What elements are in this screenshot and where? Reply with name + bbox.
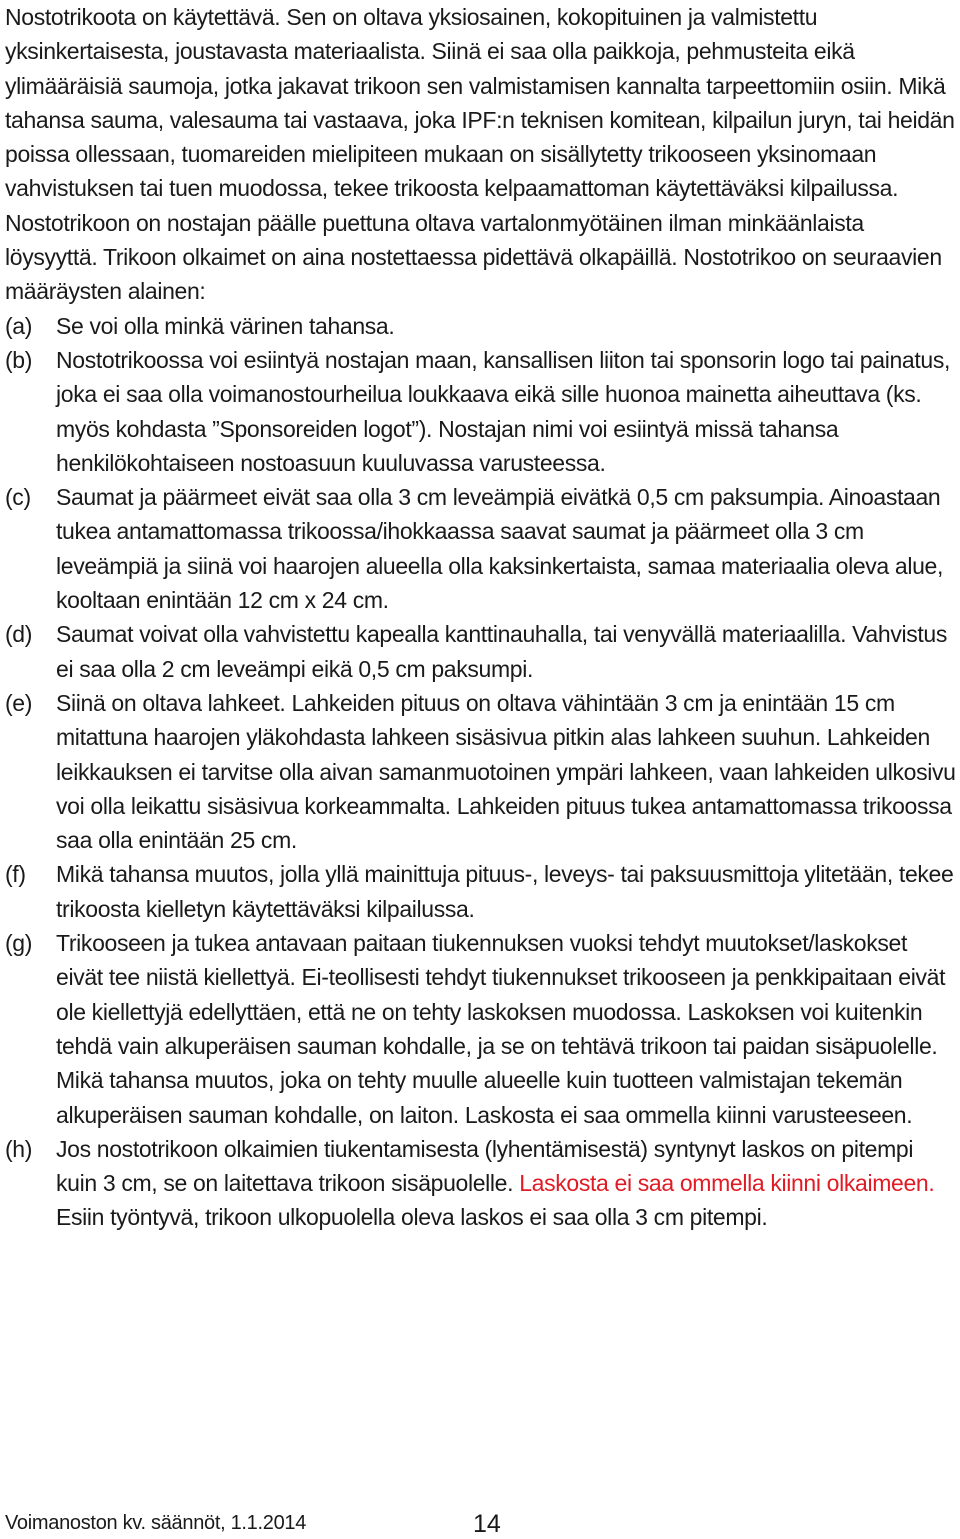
footer-document-title: Voimanoston kv. säännöt, 1.1.2014 bbox=[5, 1512, 307, 1534]
list-marker: (f) bbox=[5, 861, 26, 888]
list-item bbox=[5, 857, 957, 926]
list-marker: (d) bbox=[5, 621, 33, 648]
list-marker: (e) bbox=[5, 689, 33, 716]
list-item-text bbox=[56, 1132, 957, 1235]
item-h-text-after: Esiin työntyvä, trikoon ulkopuolella oleva laskos ei saa olla 3 cm pitempi. bbox=[56, 1204, 768, 1231]
list-item bbox=[5, 617, 957, 686]
paragraph-fit-requirements: Nostotrikoon on nostajan päälle puettuna oltava vartalonmyötäinen ilman minkäänlaista löysyyttä. Trikoon olkaimet on aina nostettaessa pidettävä olkapäillä. Nostotrikoo on seuraavien määräysten alainen: bbox=[5, 209, 942, 305]
item-h-text-before: Jos nostotrikoon olkaimien tiukentamisesta (lyhentämisestä) syntynyt laskos on pitempi kuin 3 cm, se on laitettava trikoon sisäpuolelle. bbox=[56, 1135, 914, 1197]
list-item bbox=[5, 480, 957, 617]
list-marker: (h) bbox=[5, 1135, 33, 1162]
list-marker: (g) bbox=[5, 930, 33, 957]
list-item bbox=[5, 686, 957, 857]
rules-list bbox=[5, 309, 957, 1235]
paragraph-intro: Nostotrikoota on käytettävä. Sen on oltava yksiosainen, kokopituinen ja valmistettu yksinkertaisesta, joustavasta materiaalista. Siinä ei saa olla paikkoja, pehmusteita eikä ylimääräisiä saumoja, jotka jakavat trikoon sen valmistamisen kannalta tarpeettomiin osiin. Mikä tahansa sauma, valesauma tai vastaava, joka IPF:n teknisen komitean, kilpailun juryn, tai heidän poissa ollessaan, tuomareiden mielipiteen mukaan on sisällytetty trikooseen yksinomaan vahvistuksen tai tuen muodossa, tekee trikoosta kelpaamattoman käytettäväksi kilpailussa. bbox=[5, 4, 955, 202]
list-item-text: Nostotrikoossa voi esiintyä nostajan maan, kansallisen liiton tai sponsorin logo tai painatus, joka ei saa olla voimanostourheilua loukkaava eikä sille huonoa mainetta aiheuttava (ks. myös kohdasta ”Sponsoreiden logot”). Nostajan nimi voi esiintyä missä tahansa henkilökohtaiseen nostoasuun kuuluvassa varusteessa. bbox=[56, 346, 951, 476]
list-item-text: Saumat ja päärmeet eivät saa olla 3 cm leveämpiä eivätkä 0,5 cm paksumpia. Ainoastaan tukea antamattomassa trikoossa/ihokkaassa saavat saumat ja päärmeet olla 3 cm leveämpiä ja siinä voi haarojen alueella olla kaksinkertaista, samaa materiaalia oleva alue, kooltaan enintään 12 cm x 24 cm. bbox=[56, 484, 944, 614]
page-number: 14 bbox=[473, 1510, 501, 1538]
document-body bbox=[5, 0, 957, 1235]
list-marker: (b) bbox=[5, 346, 33, 373]
list-item-text: Se voi olla minkä värinen tahansa. bbox=[56, 312, 395, 339]
list-item bbox=[5, 1132, 957, 1235]
list-item-text: Saumat voivat olla vahvistettu kapealla kanttinauhalla, tai venyvällä materiaalilla. Vahvistus ei saa olla 2 cm leveämpi eikä 0,5 cm paksumpi. bbox=[56, 621, 948, 682]
list-marker: (c) bbox=[5, 484, 31, 511]
list-item-text: Mikä tahansa muutos, jolla yllä mainittuja pituus-, leveys- tai paksuusmittoja ylitetään, tekee trikoosta kielletyn käytettäväksi kilpailussa. bbox=[56, 861, 954, 922]
list-item-text: Siinä on oltava lahkeet. Lahkeiden pituus on oltava vähintään 3 cm ja enintään 15 cm mitattuna haarojen yläkohdasta lahkeen sisäsivua pitkin alas lahkeen suuhun. Lahkeiden leikkauksen ei tarvitse olla aivan samanmuotoinen ympäri lahkeen, vaan lahkeiden ulkosivu voi olla leikattu sisäsivua korkeammalta. Lahkeiden pituus tukea antamattomassa trikoossa saa olla enintään 25 cm. bbox=[56, 689, 956, 854]
list-item bbox=[5, 309, 957, 343]
list-item bbox=[5, 343, 957, 480]
list-item-text: Trikooseen ja tukea antavaan paitaan tiukennuksen vuoksi tehdyt muutokset/laskokset eivät tee niistä kiellettyä. Ei-teollisesti tehdyt tiukennukset trikooseen ja penkkipaitaan eivät ole kiellettyjä edellyttäen, että ne on tehty laskoksen muodossa. Laskoksen voi kuitenkin tehdä vain alkuperäisen sauman kohdalle, ja se on tehtävä trikoon tai paidan sisäpuolelle. Mikä tahansa muutos, joka on tehty muulle alueelle kuin tuotteen valmistajan tekemän alkuperäisen sauman kohdalle, on laiton. Laskosta ei saa ommella kiinni varusteeseen. bbox=[56, 930, 946, 1128]
list-marker: (a) bbox=[5, 312, 33, 339]
list-item bbox=[5, 926, 957, 1132]
highlighted-red-text: Laskosta ei saa ommella kiinni olkaimeen. bbox=[519, 1170, 935, 1197]
